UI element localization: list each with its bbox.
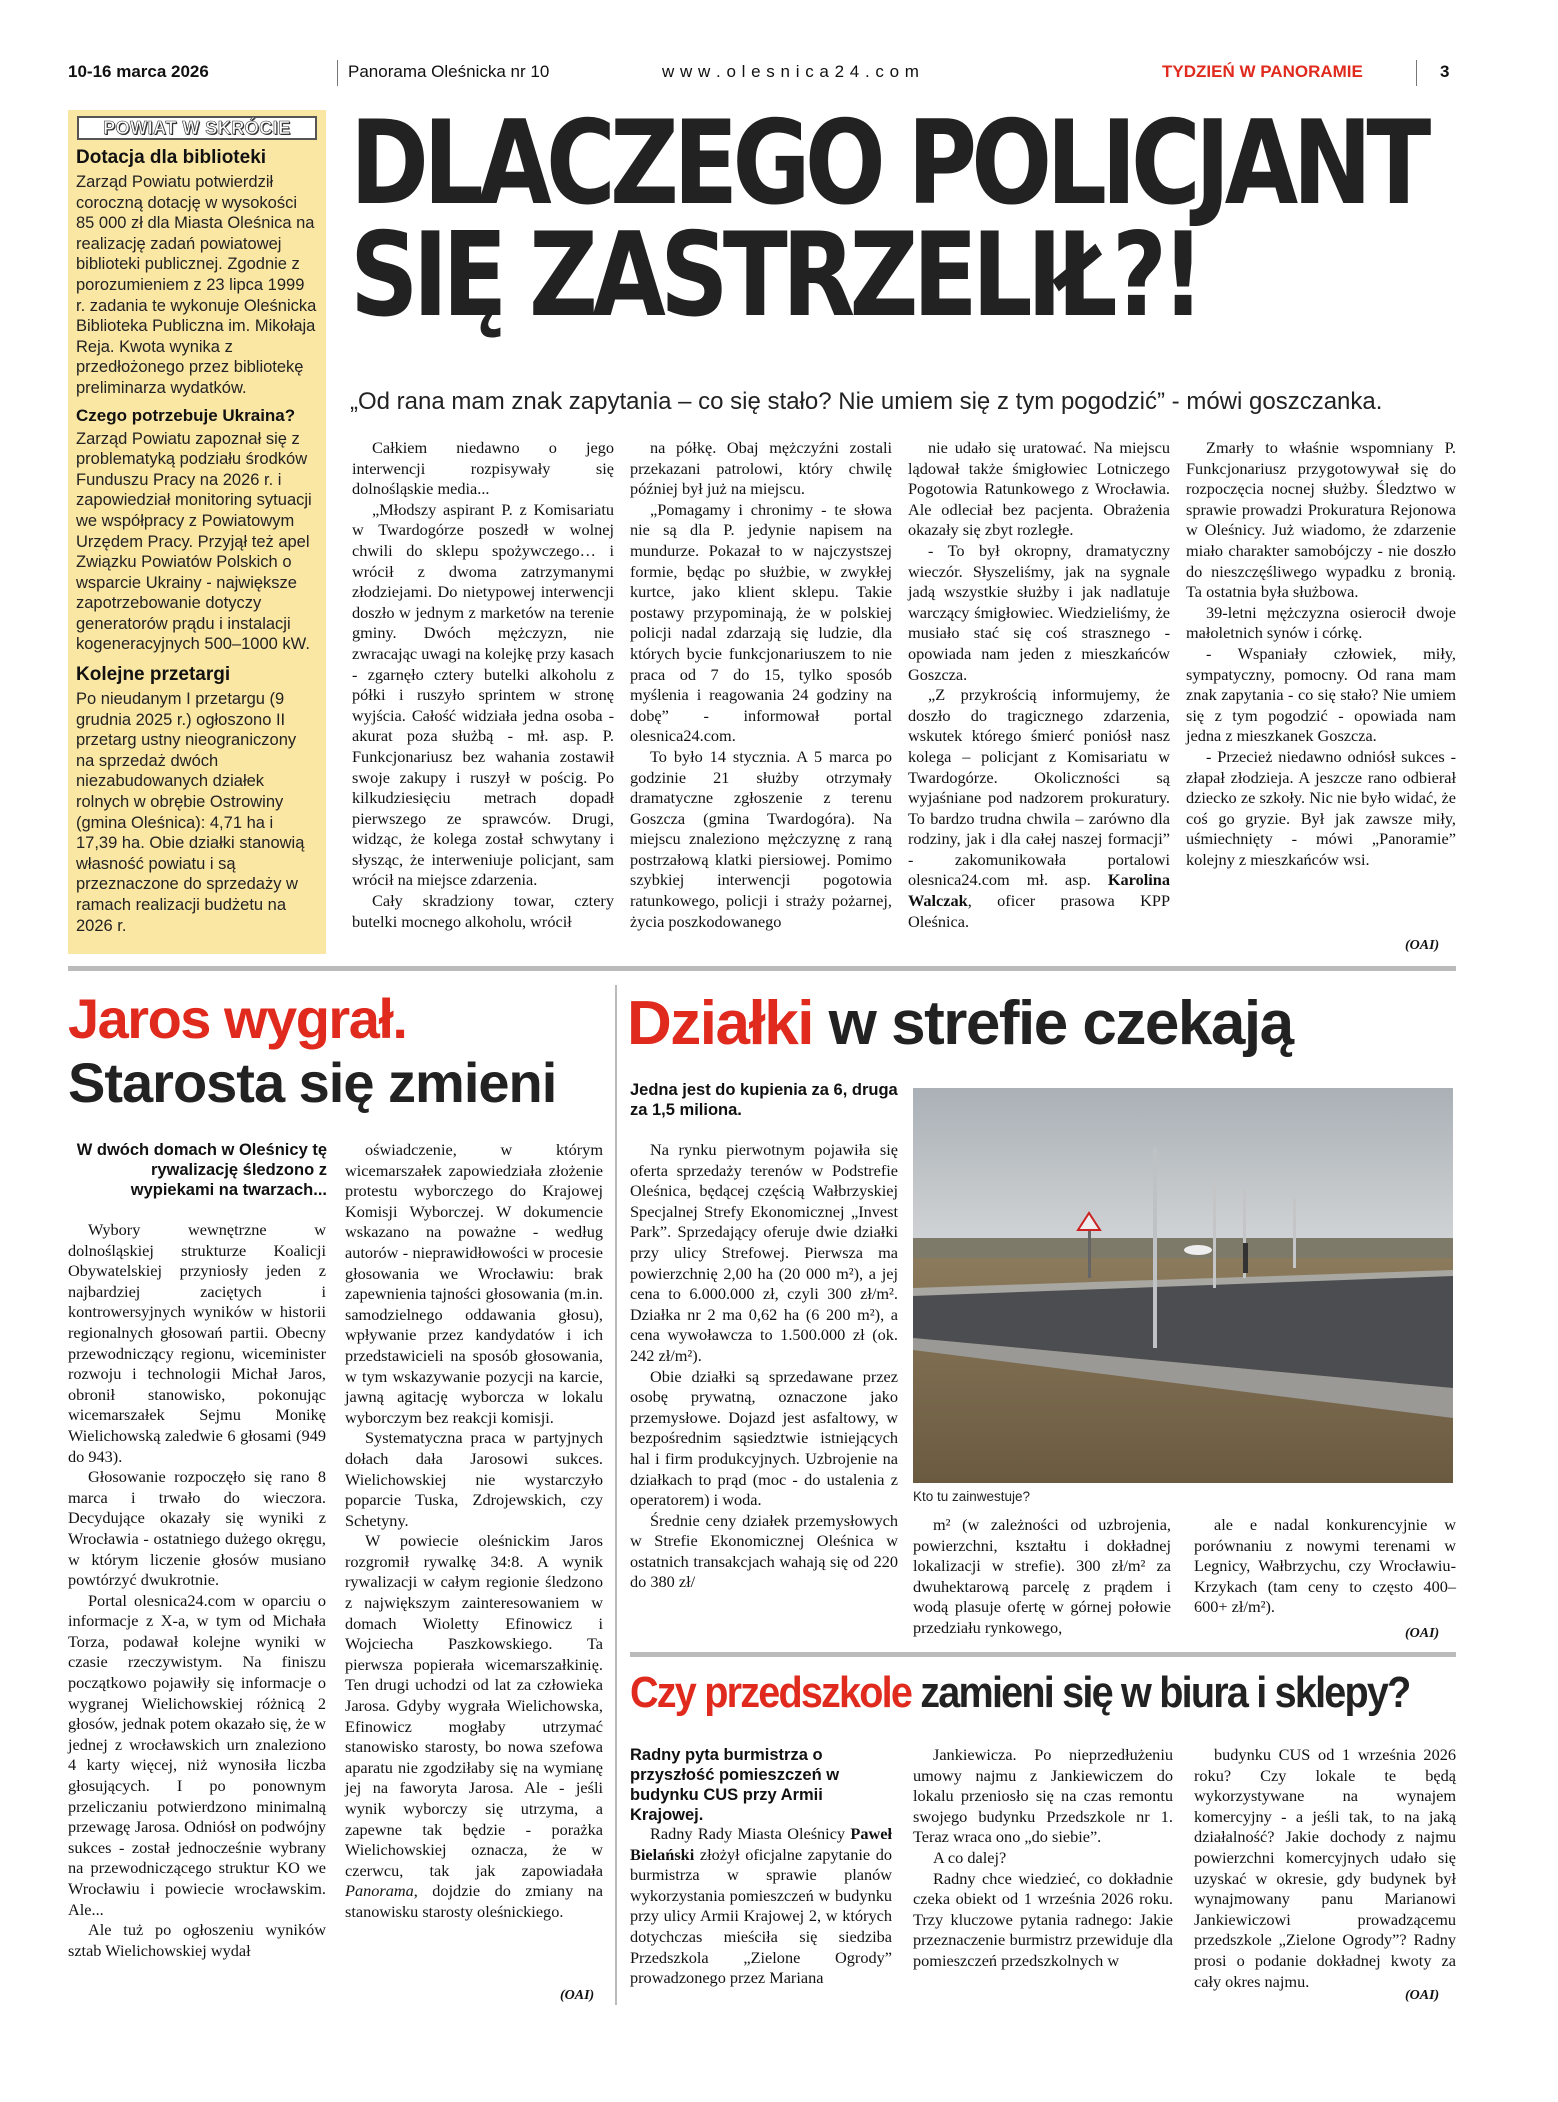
paragraph: Portal olesnica24.com w oparciu o informacje z X-a, w tym od Michała Torza, podawał kolejne wyniki w czasie rzeczywistym. Na finiszu początkowo pojawiły się informacje o wygranej Wielichowskiej różnicą 2 głosów, jednak potem okazało się, że w jednej z wrocławskich urn znaleziono 4 karty więcej, niż wynosiła liczba głosujących. I po ponownym przeliczaniu potwierdzono minimalną przewagę Jarosa. Odniósł on podwójny sukces - został jednocześnie wybrany na przewodniczącego struktur KO we Wrocławiu i powiecie wrocławskim. Ale...	[68, 1590, 326, 1919]
przedszkole-col-2	[913, 1745, 1173, 1972]
main-col-3	[908, 438, 1170, 932]
dzialki-signature: (OAI)	[1405, 1626, 1440, 1641]
headline-line-1: DLACZEGO POLICJANT	[350, 96, 1426, 231]
paragraph: - Wspaniały człowiek, miły, sympatyczny, pomocny. Od rana mam znak zapytania - co się stało? Nie umiem się z tym pogodzić - opowiada nam jedna z mieszkanek Goszcza.	[1186, 643, 1456, 746]
section-rule-2	[630, 1652, 1456, 1657]
przedszkole-signature: (OAI)	[1405, 1988, 1440, 2003]
paragraph: To było 14 stycznia. A 5 marca po godzinie 21 służby otrzymały dramatyczne zgłoszenie z terenu Goszcza (gmina Twardogóra). Na miejscu znaleziono mężczyznę z raną postrzałową klatki piersiowej. Pomimo szybkiej interwencji pogotowia ratunkowego, policji i straży pożarnej, życia poszkodowanego	[630, 746, 892, 931]
main-col-4	[1186, 438, 1456, 870]
paragraph: Średnie ceny działek przemysłowych w Strefie Ekonomicznej Oleśnica w ostatnich transakcjach wahają się od 220 do 380 zł/	[630, 1510, 898, 1592]
page-number: 3	[1440, 62, 1450, 81]
paragraph: A co dalej?	[933, 1847, 1007, 1867]
issue-name: Panorama Oleśnicka nr 10	[348, 62, 550, 81]
brief-text-library: Zarząd Powiatu potwierdził coroczną dotację w wysokości 85 000 zł dla Miasta Oleśnica na realizację zadań powiatowej biblioteki publicznej. Zgodnie z porozumieniem z 23 lipca 1999 r. zadania te wykonuje Oleśnicka Biblioteka Publiczna im. Mikołaja Reja. Kwota wynika z przedłożonego przez bibliotekę preliminarza wydatków.	[76, 173, 317, 397]
paragraph: Głosowanie rozpoczęło się rano 8 marca i trwało do wieczora. Decydujące okazały się wyniki z Wrocławia - ostatniego dużego okręgu, w którym liczenie głosów musiano powtórzyć dwukrotnie.	[68, 1467, 326, 1590]
paragraph: Całkiem niedawno o jego interwencji rozpisywały się dolnośląskie media...	[352, 438, 614, 499]
section-rule	[68, 966, 1456, 971]
headline-line-2: SIĘ ZASTRZELIŁ?!	[350, 208, 1199, 343]
road-landscape-image	[913, 1088, 1453, 1483]
paragraph: m² (w zależności od uzbrojenia, powierzchni, kształtu i dokładnej lokalizacji w strefie). 300 zł/m² za dwuhektarową parcelę z prądem i wodą plasuje ofertę w górnej połowie przedziału rynkowego,	[913, 1515, 1171, 1637]
paragraph: Systematyczna praca w partyjnych dołach dała Jarosowi sukces. Wielichowskiej nie wystarczyło poparcie Tuska, Zdrojewskich, czy Schetyny.	[345, 1428, 603, 1530]
paragraph: nie udało się uratować. Na miejscu lądował także śmigłowiec Lotniczego Pogotowia Ratunkowego z Wrocławia. Ale odleciał bez pacjenta. Obrażenia okazały się zbyt rozległe.	[908, 438, 1170, 540]
przedszkole-title	[630, 1668, 1410, 1718]
przedszkole-lead: Radny pyta burmistrza o przyszłość pomieszczeń w budynku CUS przy Armii Krajowej.	[630, 1746, 840, 1824]
sidebar-badge: POWIAT W SKRÓCIE	[77, 116, 317, 140]
industrial-zone-photo	[913, 1088, 1453, 1483]
photo-caption: Kto tu zainwestuje?	[913, 1489, 1031, 1504]
jaros-title-red: Jaros wygrał.	[68, 987, 407, 1050]
main-signature: (OAI)	[1405, 938, 1440, 953]
jaros-title-black: Starosta się zmieni	[68, 1051, 557, 1114]
dzialki-title-black: w strefie czekają	[812, 989, 1293, 1058]
councillor-name: Paweł Bielański	[630, 1824, 892, 1864]
site-url[interactable]: w w w . o l e s n i c a 2 4 . c o m	[662, 62, 920, 81]
paragraph: Ale tuż po ogłoszeniu wyników sztab Wielichowskiej wydał	[68, 1920, 326, 1960]
jaros-col-2	[345, 1140, 603, 1923]
header-divider	[337, 60, 338, 86]
paragraph: - Przecież niedawno odniósł sukces - złapał złodzieja. A jeszcze rano odbierał dziecko ze szkoły. Nic nie było widać, że coś go gryzie. Był jak zawsze miły, uśmiechnięty - mówi „Panoramie” kolejny z mieszkańców wsi.	[1186, 746, 1456, 869]
dzialki-col-2	[913, 1515, 1171, 1639]
main-col-2	[630, 438, 892, 932]
paragraph: - To był okropny, dramatyczny wieczór. Słyszeliśmy, jak na sygnale jadą wszystkie służby i jak nadlatuje warczący śmigłowiec. Wiedzieliśmy, że musiało stać się coś strasznego - opowiada nam jeden z mieszkańców Goszcza.	[908, 540, 1170, 684]
paragraph: budynku CUS od 1 września 2026 roku? Czy lokale te będą wykorzystywane na wynajem komercyjny - a jeśli tak, to na jaką działalność? Jakie dochody z najmu powierzchni komercyjnych udało się uzyskać w okresie, gdy budynek był wynajmowany panu Marianowi Jankiewiczowi prowadzącemu przedszkole „Zielone Ogrody”? Radny prosi o podanie dokładnej kwoty za cały okres najmu.	[1194, 1745, 1456, 1991]
dzialki-col-1	[630, 1140, 898, 1593]
paragraph: Obie działki są sprzedawane przez osobę prywatną, oznaczone jako przemysłowe. Dojazd jest asfaltowy, w bezpośrednim sąsiedztwie istniejących hal i firm produkcyjnych. Uzbrojenie na działkach to prąd (moc - do ustalenia z operatorem) i woda.	[630, 1366, 898, 1510]
brief-title-tenders: Kolejne przetargi	[76, 664, 231, 686]
paragraph: „Młodszy aspirant P. z Komisariatu w Twardogórze poszedł w wolnej chwili do sklepu spożywczego… i wrócił z dwoma zatrzymanymi złodziejami. Do nietypowej interwencji doszło w jednym z marketów na terenie gminy. Dwóch mężczyzn, nie zwracając uwagi na kolejkę przy kasach - zgarnęło cztery butelki alkoholu z półki i ruszyło sprintem w stronę wyjścia. Całość widziała jedna osoba - akurat poza służbą - mł. asp. P. Funkcjonariusz bez wahania zostawił swoje zakupy i ruszył w pościg. Po kilkudziesięciu metrach dopadł pierwszego ze sprawców. Drugi, widząc, że kolega został schwytany i słysząc, że interweniuje policjant, sam wrócił na miejsce zdarzenia.	[352, 499, 614, 890]
przedszkole-col-1-b: złożył oficjalne zapytanie do burmistrza w sprawie planów wykorzystania pomieszczeń w budynku przy ulicy Armii Krajowej 2, w których dotychczas mieściła się siedziba Przedszkola „Zielone Ogrody” prowadzonego przez Mariana	[630, 1844, 892, 1988]
paragraph: Zmarły to właśnie wspomniany P. Funkcjonariusz przygotowywał się do rozpoczęcia nocnej służby. Śledztwo w sprawie prowadzi Prokuratura Rejonowa w Oleśnicy. Już wiadomo, że zdarzenie miało charakter samobójczy - nie doszło do nieszczęśliwego wypadku z bronią. Ta ostatnia była służbowa.	[1186, 438, 1456, 602]
newspaper-name: Panorama	[345, 1881, 414, 1901]
issue-date: 10-16 marca 2026	[68, 62, 209, 81]
section-name: TYDZIEŃ W PANORAMIE	[1162, 62, 1363, 81]
brief-title-ukraine: Czego potrzebuje Ukraina?	[76, 405, 296, 425]
main-col-3-text	[908, 438, 1170, 932]
column-rule	[615, 985, 617, 2005]
main-col-1	[352, 438, 614, 932]
dzialki-title-red: Działki	[627, 989, 813, 1058]
paragraph: 39-letni mężczyzna osierocił dwoje małoletnich synów i córkę.	[1186, 602, 1456, 643]
dzialki-col-3	[1194, 1515, 1456, 1618]
brief-text-ukraine: Zarząd Powiatu zapoznał się z problematyką podziału środków Funduszu Pracy na 2026 r. i zapowiedział monitoring sytuacji we współpracy z Powiatowym Urzędem Pracy. Przyjął też apel Związku Powiatów Polskich o wsparcie Ukrainy - największe zapotrzebowanie dotyczy generatorów prądu i instalacji kogeneracyjnych 500–1000 kW.	[76, 429, 312, 654]
paragraph: „Pomagamy i chronimy - te słowa nie są dla P. jedynie napisem na mundurze. Pokazał to w najczystszej formie, będąc po służbie, w zwykłej kurtce, jako klient sklepu. Takie postawy przypominają, że w polskiej policji nadal zdarzają się ludzie, dla których bycie funkcjonariuszem to nie praca od 7 do 15, tylko sposób myślenia i reagowania 24 godziny na dobę” - informował portal olesnica24.com.	[630, 499, 892, 746]
jaros-signature: (OAI)	[560, 1988, 595, 2003]
przedszkole-col-1-a: Radny Rady Miasta Oleśnicy	[650, 1824, 851, 1843]
paragraph: Jankiewicza. Po nieprzedłużeniu umowy najmu z Jankiewiczem do lokalu przeniosło się na czas remontu swojego budynku Przedszkole nr 1. Teraz wraca ono „do siebie”.	[913, 1745, 1173, 1847]
brief-title-library: Dotacja dla biblioteki	[76, 147, 267, 168]
jaros-col-2-text	[345, 1140, 603, 1923]
paragraph: ale e nadal konkurencyjnie w porównaniu z nowymi terenami w Legnicy, Wałbrzychu, czy Wrocławiu-Krzykach (tam ceny to często 400–600+ zł/m²).	[1194, 1515, 1456, 1617]
paragraph: na półkę. Obaj mężczyźni zostali przekazani patrolowi, który chwilę później był już na miejscu.	[630, 438, 892, 499]
press-officer-name: Karolina Walczak	[908, 870, 1170, 911]
jaros-lead: W dwóch domach w Oleśnicy tę rywalizację śledzono z wypiekami na twarzach...	[76, 1141, 327, 1199]
paragraph: Wybory wewnętrzne w dolnośląskiej strukturze Koalicji Obywatelskiej przyniosły jeden z najbardziej zaciętych i kontrowersyjnych wyników w historii regionalnych głosowań partii. Obecny przewodniczący regionu, wiceminister rozwoju i technologii Michał Jaros, obronił stanowisko, pokonując wicemarszałek Sejmu Monikę Wielichowską zaledwie 6 głosami (949 do 943).	[68, 1220, 326, 1466]
paragraph: Cały skradziony towar, cztery butelki mocnego alkoholu, wrócił	[352, 891, 614, 931]
paragraph: Radny chce wiedzieć, co dokładnie czeka obiekt od 1 września 2026 roku. Trzy kluczowe pytania radnego: Jakie przeznaczenie burmistrz przewiduje dla pomieszczeń przedszkolnych w	[913, 1868, 1173, 1970]
przedszkole-title-black: zamieni się w biura i sklepy?	[911, 1668, 1410, 1717]
header-divider-2	[1416, 60, 1417, 86]
main-subhead: „Od rana mam znak zapytania – co się stało? Nie umiem się z tym pogodzić” - mówi goszczanka.	[350, 388, 1383, 415]
paragraph: oświadczenie, w którym wicemarszałek zapowiedziała złożenie protestu wyborczego do Krajowej Komisji Wyborczej. W dokumencie wskazano na poważne - według autorów - nieprawidłowości w procesie głosowania we Wrocławiu: brak zapewnienia tajności głosowania (m.in. samodzielnego oddawania głosu), wpływanie przez kandydatów i ich przedstawicieli na sposób głosowania, w tym wskazywanie pozycji na karcie, jawną agitację wyborcza w lokalu wyborczym bez reakcji komisji.	[345, 1140, 603, 1427]
przedszkole-col-1	[630, 1824, 892, 1989]
paragraph: Na rynku pierwotnym pojawiła się oferta sprzedaży terenów w Podstrefie Oleśnica, będącej częścią Wałbrzyskiej Specjalnej Strefy Ekonomicznej „Invest Park”. Sprzedający oferuje dwie działki przy ulicy Strefowej. Pierwsza ma powierzchnię 2,00 ha (20 000 m²), a jej cena to 6.000.000 zł, czyli 300 zł/m². Działka nr 2 ma 0,62 ha (6 200 m²), a cena wywoławcza to 1.500.000 zł (ok. 242 zł/m²).	[630, 1140, 898, 1365]
brief-text-tenders: Po nieudanym I przetargu (9 grudnia 2025 r.) ogłoszono II przetarg ustny nieograniczony na sprzedaż dwóch niezabudowanych działek rolnych w obrębie Ostrowiny (gmina Oleśnica): 4,71 ha i 17,39 ha. Obie działki stanowią własność powiatu i są przeznaczone do sprzedaży w ramach realizacji budżetu na 2026 r.	[76, 690, 305, 935]
news-brief-sidebar	[68, 110, 326, 954]
main-headline	[350, 96, 1426, 343]
przedszkole-col-3	[1194, 1745, 1456, 1992]
przedszkole-title-red: Czy przedszkole	[630, 1668, 912, 1717]
paragraph: „Z przykrością informujemy, że doszło do tragicznego zdarzenia, wskutek którego śmierć poniósł nasz kolega – policjant z Komisariatu w Twardogórze. Okoliczności są wyjaśniane pod nadzorem prokuratury. To bardzo trudna chwila – zarówno dla rodziny, jak i dla całej naszej formacji” - zakomunikowała portalowi olesnica24.com mł. asp. Karolina Walczak, oficer prasowa KPP Oleśnica.	[908, 685, 1170, 931]
dzialki-title	[627, 988, 1293, 1059]
dzialki-lead: Jedna jest do kupienia za 6, druga za 1,5 miliona.	[630, 1081, 898, 1119]
paragraph: W powiecie oleśnickim Jaros rozgromił rywalkę 34:8. A wynik rywalizacji w całym regionie śledzono z największym zainteresowaniem w domach Wioletty Efinowicz i Wojciecha Paszkowskiego. Ta pierwsza popierała wicemarszałkinię. Ten drugi uchodzi od lat za człowieka Jarosa. Gdyby wygrała Wielichowska, Efinowicz mogłaby utrzymać stanowisko starosty, bo nowa szefowa aparatu nie zgodziłaby się na wymianę jej na faworyta Jarosa. Ale - jeśli wynik wyborczy się utrzyma, a zapewne tak będzie - porażka Wielichowskiej oznacza, że w czerwcu, tak jak zapowiadała Panorama, dojdzie do zmiany na stanowisku starosty oleśnickiego.	[345, 1531, 603, 1921]
jaros-col-1	[68, 1220, 326, 1961]
